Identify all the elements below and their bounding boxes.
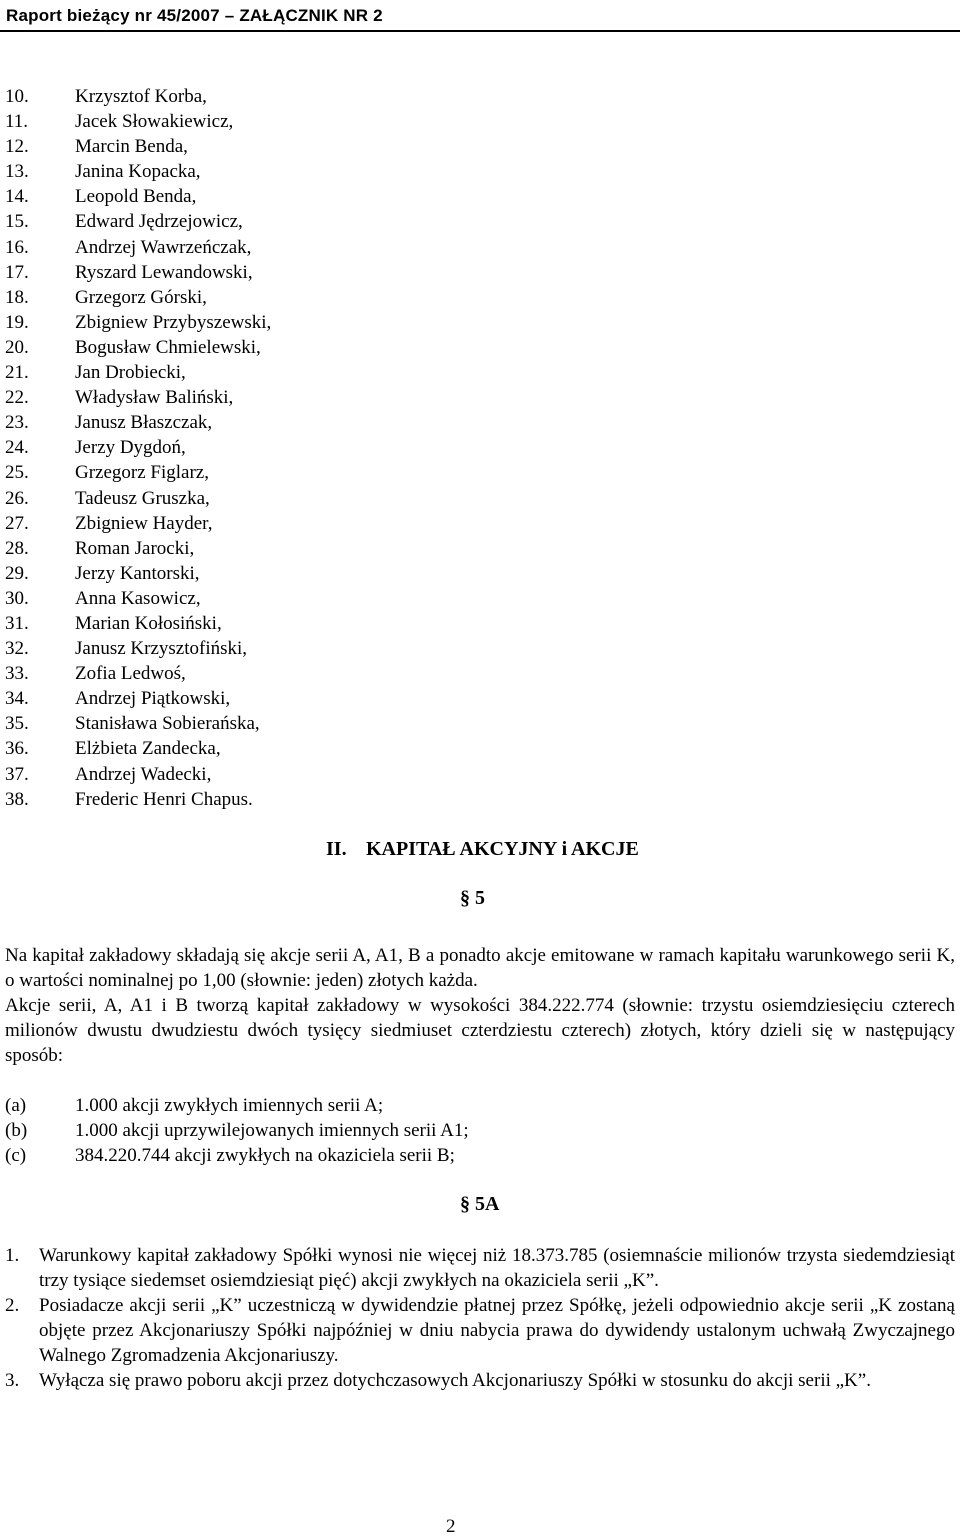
item-number: 36. (5, 738, 29, 760)
list-item (5, 410, 271, 435)
list-item (5, 360, 271, 385)
list-item (5, 159, 271, 184)
person-name: Jerzy Dygdoń, (75, 437, 186, 459)
item-number: 30. (5, 587, 29, 609)
person-name: Edward Jędrzejowicz, (75, 211, 243, 233)
item-number: 33. (5, 663, 29, 685)
shares-list (5, 1093, 469, 1168)
person-name: Elżbieta Zandecka, (75, 738, 221, 760)
item-number: 13. (5, 161, 29, 183)
list-item (5, 310, 271, 335)
page-number: 2 (446, 1516, 456, 1537)
list-item (5, 109, 271, 134)
list-item (5, 1118, 469, 1143)
person-name: Zbigniew Przybyszewski, (75, 311, 272, 333)
person-name: Tadeusz Gruszka, (75, 487, 210, 509)
item-number: 27. (5, 512, 29, 534)
list-item (5, 1293, 955, 1368)
item-number: 18. (5, 286, 29, 308)
item-number: 25. (5, 462, 29, 484)
item-label: (a) (5, 1095, 27, 1116)
item-number: 12. (5, 136, 29, 158)
list-item (5, 787, 271, 812)
item-number: 32. (5, 638, 29, 660)
list-item (5, 636, 271, 661)
header-divider (0, 30, 960, 32)
item-number: 11. (5, 111, 29, 133)
item-number: 37. (5, 763, 29, 785)
list-item (5, 486, 271, 511)
list-item (5, 686, 271, 711)
item-number: 15. (5, 211, 29, 233)
item-number: 17. (5, 261, 29, 283)
item-number: 21. (5, 362, 29, 384)
item-number: 38. (5, 788, 29, 810)
person-name: Zbigniew Hayder, (75, 512, 213, 534)
person-name: Anna Kasowicz, (75, 587, 201, 609)
paragraph-text: Na kapitał zakładowy składają się akcje serii A, A1, B a ponadto akcje emitowane w ramach kapitału warunkowego serii K, o wartości nominalnej po 1,00 (słownie: jeden) złotych każda. (5, 945, 955, 991)
person-name: Jerzy Kantorski, (75, 562, 200, 584)
person-name: Władysław Baliński, (75, 387, 234, 409)
item-number: 23. (5, 412, 29, 434)
list-item (5, 260, 271, 285)
list-item (5, 435, 271, 460)
list-item (5, 460, 271, 485)
person-name: Roman Jarocki, (75, 537, 195, 559)
list-item (5, 736, 271, 761)
person-name: Jan Drobiecki, (75, 362, 186, 384)
list-item (5, 385, 271, 410)
list-item (5, 611, 271, 636)
item-number: 31. (5, 612, 29, 634)
conditional-capital-list (5, 1243, 955, 1393)
paragraph-text: Akcje serii, A, A1 i B tworzą kapitał zakładowy w wysokości 384.222.774 (słownie: trzystu osiemdziesięciu czterech milionów dwustu dwudziestu dwóch tysięcy siedmiuset czterdziestu czterech) złotych, który dzieli się w następujący sposób: (5, 995, 955, 1066)
person-name: Marcin Benda, (75, 136, 188, 158)
item-number: 28. (5, 537, 29, 559)
list-item (5, 84, 271, 109)
list-item (5, 1368, 955, 1393)
item-number: 19. (5, 311, 29, 333)
list-item (5, 661, 271, 686)
item-number: 22. (5, 387, 29, 409)
list-item (5, 536, 271, 561)
person-name: Janina Kopacka, (75, 161, 201, 183)
person-name: Grzegorz Figlarz, (75, 462, 209, 484)
paragraph-symbol-5: § 5 (460, 887, 485, 909)
person-name: Grzegorz Górski, (75, 286, 207, 308)
list-item (5, 134, 271, 159)
item-label: (c) (5, 1145, 27, 1166)
item-text: Warunkowy kapitał zakładowy Spółki wynosi nie więcej niż 18.373.785 (osiemnaście milionów trzysta siedemdziesiąt trzy tysiące siedemset osiemdziesiąt pięć) akcji zwykłych na okaziciela serii „K”. (39, 1245, 955, 1291)
names-list (5, 84, 271, 812)
person-name: Andrzej Wadecki, (75, 763, 212, 785)
person-name: Janusz Błaszczak, (75, 412, 213, 434)
list-item (5, 1143, 469, 1168)
person-name: Stanisława Sobierańska, (75, 713, 260, 735)
list-item (5, 335, 271, 360)
person-name: Janusz Krzysztofiński, (75, 638, 248, 660)
page-header (0, 0, 960, 30)
list-item (5, 511, 271, 536)
section-number: II. (326, 838, 347, 860)
item-number: 29. (5, 562, 29, 584)
person-name: Zofia Ledwoś, (75, 663, 186, 685)
person-name: Bogusław Chmielewski, (75, 336, 261, 358)
item-number: 10. (5, 86, 29, 107)
item-text: 1.000 akcji zwykłych imiennych serii A; (75, 1095, 384, 1116)
list-item (5, 561, 271, 586)
item-number: 2. (5, 1295, 20, 1316)
item-number: 26. (5, 487, 29, 509)
person-name: Andrzej Wawrzeńczak, (75, 236, 252, 258)
paragraph-symbol-5a: § 5A (460, 1193, 500, 1215)
list-item (5, 762, 271, 787)
person-name: Krzysztof Korba, (75, 86, 207, 107)
item-text: 1.000 akcji uprzywilejowanych imiennych serii A1; (75, 1120, 469, 1141)
item-label: (b) (5, 1120, 28, 1141)
list-item (5, 1243, 955, 1293)
person-name: Andrzej Piątkowski, (75, 688, 231, 710)
item-number: 3. (5, 1370, 20, 1391)
report-title: Raport bieżący nr 45/2007 – ZAŁĄCZNIK NR 2 (6, 6, 383, 25)
list-item (5, 586, 271, 611)
section-title: KAPITAŁ AKCYJNY i AKCJE (366, 838, 639, 860)
person-name: Marian Kołosiński, (75, 612, 222, 634)
section-heading (326, 838, 639, 861)
item-text: Wyłącza się prawo poboru akcji przez dotychczasowych Akcjonariuszy Spółki w stosunku do akcji serii „K”. (39, 1370, 871, 1391)
list-item (5, 184, 271, 209)
person-name: Leopold Benda, (75, 186, 197, 208)
item-number: 1. (5, 1245, 20, 1266)
item-number: 35. (5, 713, 29, 735)
list-item (5, 209, 271, 234)
person-name: Frederic Henri Chapus. (75, 788, 253, 810)
item-number: 20. (5, 336, 29, 358)
item-text: Posiadacze akcji serii „K” uczestniczą w dywidendzie płatnej przez Spółkę, jeżeli odpowiednio akcje serii „K zostaną objęte przez Akcjonariuszy Spółki najpóźniej w dniu nabycia prawa do dywidendy ustalonym uchwałą Zwyczajnego Walnego Zgromadzenia Akcjonariuszy. (39, 1295, 955, 1366)
list-item (5, 285, 271, 310)
item-number: 16. (5, 236, 29, 258)
list-item (5, 711, 271, 736)
item-number: 24. (5, 437, 29, 459)
list-item (5, 1093, 469, 1118)
item-text: 384.220.744 akcji zwykłych na okaziciela serii B; (75, 1145, 455, 1166)
person-name: Jacek Słowakiewicz, (75, 111, 234, 133)
item-number: 34. (5, 688, 29, 710)
person-name: Ryszard Lewandowski, (75, 261, 253, 283)
item-number: 14. (5, 186, 29, 208)
list-item (5, 235, 271, 260)
